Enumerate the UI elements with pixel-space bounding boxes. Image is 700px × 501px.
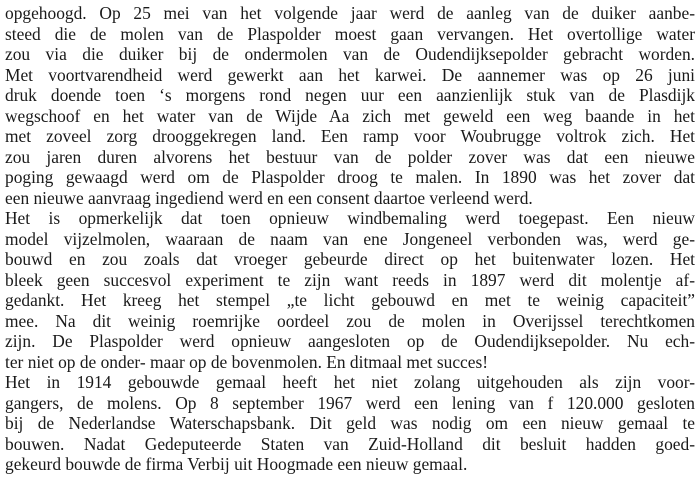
text-line: Het in 1914 gebouwde gemaal heeft het niet zolang uitgehouden als zijn voor- [5,372,695,392]
text-line: een nieuwe aanvraag ingediend werd en een consent daartoe verleend werd. [5,187,533,208]
text-line: ter niet op de onder- maar op de bovenmolen. En ditmaal met succes! [5,351,489,372]
text-line: Het is opmerkelijk dat toen opnieuw windbemaling werd toegepast. Een nieuw [5,208,695,228]
text-line: zijn. De Plaspolder werd opnieuw aangesloten op de Oudendijksepolder. Nu ech- [5,331,695,351]
text-line: bouwd en zou zoals dat vroeger gebeurde direct op het buitenwater lozen. Het [5,249,695,269]
text-line: steed die de molen van de Plaspolder moest gaan vervangen. Het overtollige water [5,23,695,44]
text-line: wegschoof en het water van de Wijde Aa zich met geweld een weg baande in het [5,105,695,126]
text-line: opgehoogd. Op 25 mei van het volgende jaar werd de aanleg van de duiker aanbe- [5,3,695,23]
text-line: poging gewaagd werd om de Plaspolder droog te malen. In 1890 was het zover dat [5,167,695,187]
text-line: Met voortvarendheid werd gewerkt aan het karwei. De aannemer was op 26 juni [5,64,695,85]
text-line: zou via die duiker bij de ondermolen van de Oudendijksepolder gebracht worden. [5,44,695,64]
text-line: model vijzelmolen, waaraan de naam van ene Jongeneel verbonden was, werd ge- [5,228,695,249]
text-line: bleek geen succesvol experiment te zijn want reeds in 1897 werd dit molentje af- [5,269,695,290]
paragraph-1 [5,3,695,208]
text-line: druk doende toen ‘s morgens rond negen uur een aanzienlijk stuk van de Plasdijk [5,85,695,105]
text-line: zou jaren duren alvorens het bestuur van de polder zover was dat een nieuwe [5,146,695,167]
text-line: mee. Na dit weinig roemrijke oordeel zou de molen in Overijssel terechtkomen [5,310,695,331]
paragraph-2 [5,208,695,372]
text-line: gekeurd bouwde de firma Verbij uit Hoogmade een nieuw gemaal. [5,454,468,474]
text-line: met zoveel zorg drooggekregen land. Een ramp voor Woubrugge voltrok zich. Het [5,126,695,146]
text-line: bouwen. Nadat Gedeputeerde Staten van Zuid-Holland dit besluit hadden goed- [5,433,695,454]
text-line: gedankt. Het kreeg het stempel „te licht gebouwd en met te weinig capaciteit” [5,290,695,310]
paragraph-3 [5,372,695,475]
text-line: gangers, de molens. Op 8 september 1967 werd een lening van f 120.000 gesloten [5,392,695,413]
text-line: bij de Nederlandse Waterschapsbank. Dit geld was nodig om een nieuw gemaal te [5,413,695,433]
body-text [5,3,695,475]
